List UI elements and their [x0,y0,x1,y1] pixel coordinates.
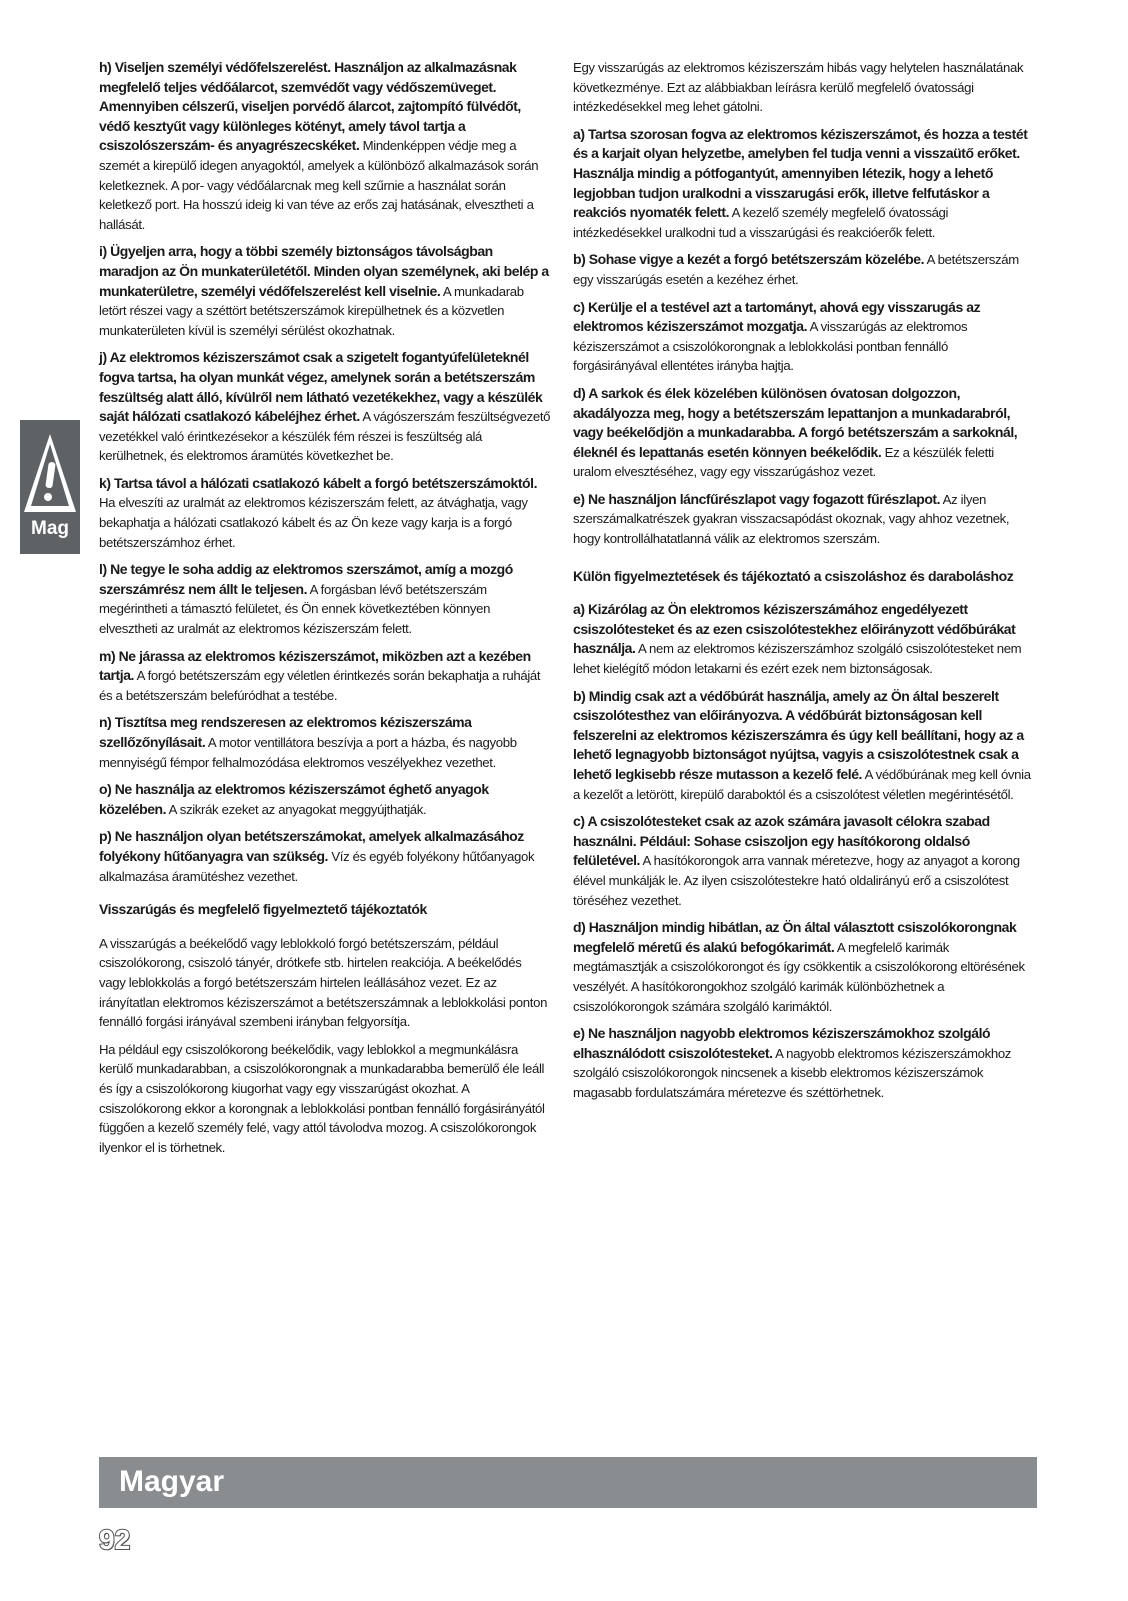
safety-paragraph [573,58,1035,117]
safety-paragraph [573,490,1035,549]
kickback-heading: Visszarúgás és megfelelő figyelmeztető tájékoztatók [99,901,427,918]
paragraph-text: A vágószerszám feszültségvezető vezetékkel való érintkezésekor a készülék fém részei is feszültség alá kerülhetnek, és elektromos áramütés következhet be. [99,409,551,464]
paragraph-bold-lead: i) Ügyeljen arra, hogy a többi személy biztonságos távolságban maradjon az Ön munkaterületétől. Minden olyan személynek, aki belép a munkaterületre, személyi védőfelszerelést kell viselnie. [99,243,549,299]
paragraph-text: Ha például egy csiszolókorong beékelődik, vagy leblokkol a megmunkálásra kerülő munkadarabban, a csiszolókorongnak a munkadarabba bemerülő éle leáll és így a csiszolókorong kiugorhat vagy egy visszarúgást okozhat. A csiszolókorong ekkor a korongnak a leblokkolási pontban fennálló forgásirányától függően a kezelő személy felé, vagy attól távolodva mozog. A csiszolókorongok ilyenkor el is törhetnek. [99,1041,545,1155]
safety-paragraph [99,934,551,1032]
safety-paragraph [573,125,1035,243]
safety-paragraph [99,780,551,819]
paragraph-bold-lead: d) A sarkok és élek közelében különösen óvatosan dolgozzon, akadályozza meg, hogy a betétszerszám lepattanjon a munkadarabról, vagy beékelődjön a munkadarabba. A forgó betétszerszám a sarkoknál, éleknél és lepattanás esetén könnyen beékelődik. [573,384,1018,460]
paragraph-bold-lead: b) Sohase vigye a kezét a forgó betétszerszám közelébe. [573,251,925,268]
paragraph-text: A megfelelő karimák megtámasztják a csiszolókorongot és így csökkentik a csiszolókorong eltörésének veszélyét. A hasítókorongokhoz szolgáló karimák különbözhetnek a csiszolókorongok számára szolgáló karimáktól. [573,939,1025,1014]
paragraph-text: Víz és egyéb folyékony hűtőanyagok alkalmazása áramütéshez vezethet. [99,848,535,884]
paragraph-bold-lead: j) Az elektromos kéziszerszámot csak a szigetelt fogantyúfelületeknél fogva tartsa, ha olyan munkát végez, amelynek során a betétszerszám feszültség alatt álló, kívülről nem látható vezetékekhez, vagy a készülék saját hálózati csatlakozó kábeléjhez érhet. [99,349,543,425]
paragraph-bold-lead: b) Mindig csak azt a védőbúrát használja, amely az Ön által beszerelt csiszolótesthez van előirányozva. A védőbúrát biztonságosan kell felszerelni az elektromos kéziszerszámra és úgy kell beállítani, hogy az a lehető legnagyobb biztonságot nyújtsa, vagyis a csiszolótestnek csak a lehető legkisebb része mutasson a kezelő felé. [573,687,1024,782]
grinding-paragraphs [573,600,1035,1102]
paragraph-text: Az ilyen szerszámalkatrészek gyakran visszacsapódást okoznak, vagy ahhoz vezetnek, hogy kontrollálhatatlanná válik az elektromos szerszám. [573,491,1010,547]
warning-icon [20,428,80,518]
footer-language-label: Magyar [119,1465,225,1498]
right-paragraphs [573,58,1035,549]
paragraph-bold-lead: o) Ne használja az elektromos kéziszerszámot éghető anyagok közelében. [99,781,489,817]
paragraph-text: A munkadarab letört részei vagy a széttört betétszerszámok kirepülhetnek és a közvetlen munkaterületen kívül is személyi sérülést okozhatnak. [99,283,524,338]
safety-paragraph [573,600,1035,678]
paragraph-text: A forgó betétszerszám egy véletlen érintkezés során bekaphatja a ruháját és a betétszerszám belefúródhat a testébe. [99,668,541,703]
paragraph-bold-lead: c) A csiszolótesteket csak az azok számára javasolt célokra szabad használni. Például: Sohase csiszoljon egy hasítókorong oldalsó felületével. [573,813,990,869]
language-side-tab [20,420,80,554]
paragraph-text: A védőbúrának meg kell óvnia a kezelőt a letörött, kirepülő daraboktól és a csiszolótest véletlen megérintésétől. [573,767,1031,802]
paragraph-text: Mindenképpen védje meg a szemét a kirepülő idegen anyagoktól, amelyek a különböző alkalmazások során keletkeznek. A por- vagy védőálarcnak meg kell szűrnie a használat során keletkező port. Ha hosszú ideig ki van téve az erős zaj hatásának, elvesztheti a hallását. [99,138,539,232]
grinding-heading: Külön figyelmeztetések és tájékoztató a csiszoláshoz és daraboláshoz [573,567,1014,584]
safety-paragraph [573,1024,1035,1102]
paragraph-text: A motor ventillátora beszívja a port a házba, és nagyobb mennyiségű fémpor felhalmozódása elektromos veszélyekhez vezethet. [99,735,517,770]
safety-paragraph [573,918,1035,1016]
paragraph-text: A visszarúgás a beékelődő vagy leblokkoló forgó betétszerszám, például csiszolókorong, csiszoló tányér, drótkefe stb. hirtelen reakciója. A beékelődés vagy leblokkolás a forgó betétszerszám hirtelen leállásához vezet. Ez az irányítatlan elektromos kéziszerszámot a betétszerszámnak a leblokkolási ponton fennálló forgási irányával szembeni irányban felgyorsítja. [99,935,548,1030]
paragraph-bold-lead: c) Kerülje el a testével azt a tartományt, ahová egy visszarugás az elektromos kéziszerszámot mozgatja. [573,298,981,335]
paragraph-bold-lead: n) Tisztítsa meg rendszeresen az elektromos kéziszerszáma szellőzőnyílásait. [99,714,472,750]
safety-paragraph [573,384,1035,482]
safety-paragraph [99,242,551,340]
paragraph-bold-lead: k) Tartsa távol a hálózati csatlakozó kábelt a forgó betétszerszámoktól. [99,474,538,491]
left-column [99,58,551,1165]
paragraph-text: Ez a készülék feletti uralom elvesztéséhez, vagy egy visszarúgáshoz vezet. [573,444,994,480]
paragraph-text: A kezelő személy megfelelő óvatossági intézkedésekkel uralkodni tud a visszarúgási és reakcióerők felett. [573,205,949,240]
paragraph-text: A visszarúgás az elektromos kéziszerszámot a csiszolókorongnak a leblokkolási pontban fennálló forgásirányával ellentétes irányba hajtja. [573,319,968,374]
safety-paragraph [99,58,551,234]
left-paragraphs [99,58,551,886]
paragraph-bold-lead: m) Ne járassa az elektromos kéziszerszámot, miközben azt a kezében tartja. [99,647,531,684]
paragraph-text: A betétszerszám egy visszarúgás esetén a kezéhez érhet. [573,252,1019,287]
paragraph-bold-lead: d) Használjon mindig hibátlan, az Ön által választott csiszolókorongnak megfelelő méretű és alakú befogókarimát. [573,919,1017,955]
safety-paragraph [99,647,551,706]
paragraph-bold-lead: h) Viseljen személyi védőfelszerelést. Használjon az alkalmazásnak megfelelő teljes védőálarcot, szemvédőt vagy védőszemüveget. Amennyiben célszerű, viseljen porvédő álarcot, zajtompító fülvédőt, védő kesztyűt vagy különleges kötényt, amely távol tartja a csiszolószerszám- és anyagrészecskéket. [99,59,521,154]
safety-paragraph [573,687,1035,805]
paragraph-text: A nem az elektromos kéziszerszámhoz szolgáló csiszolótesteket nem lehet kielégítő módon letakarni és ezért ezek nem biztonságosak. [573,641,1022,677]
paragraph-text: A hasítókorongok arra vannak méretezve, hogy az anyagot a korong élével munkálják le. Az ilyen csiszolótestekre ható oldalirányú erő a csiszolótest töréséhez vezethet. [573,853,1020,908]
paragraph-bold-lead: e) Ne használjon nagyobb elektromos kéziszerszámokhoz szolgáló elhasználódott csiszolótesteket. [573,1025,991,1061]
safety-paragraph [99,713,551,772]
safety-paragraph [99,1040,551,1158]
safety-paragraph [99,474,551,552]
paragraph-text: A forgásban lévő betétszerszám megérintheti a támasztó felületet, és Ön ennek következtében könnyen elvesztheti az uralmát az elektromos kéziszerszám felett. [99,581,491,637]
paragraph-bold-lead: a) Tartsa szorosan fogva az elektromos kéziszerszámot, és hozza a testét és a karjait olyan helyzetbe, amelyben fel tudja venni a visszaütő erőket. Használja mindig a pótfogantyút, amennyiben létezik, hogy a lehető legjobban tudjon uralkodni a visszarugási erők, illetve felfutáskor a reakciós nyomaték felett. [573,125,1028,221]
paragraph-text: Ha elveszíti az uralmát az elektromos kéziszerszám felett, az átvághatja, vagy bekaphatja a hálózati csatlakozó kábelt és az Ön keze vagy karja is a forgó betétszerszámhoz érhet. [99,495,528,550]
paragraph-bold-lead: p) Ne használjon olyan betétszerszámokat, amelyek alkalmazásához folyékony hűtőanyagra van szükség. [99,828,524,864]
paragraph-text: A szikrák ezeket az anyagokat meggyújthatják. [166,801,427,817]
page-number: 92 [99,1524,131,1555]
side-tab-label: Mag [31,518,69,539]
kickback-paragraphs [99,934,551,1158]
paragraph-text: A nagyobb elektromos kéziszerszámokhoz szolgáló csiszolókorongok nincsenek a kisebb elektromos kéziszerszámok magasabb fordulatszámára méretezve és széttörhetnek. [573,1045,1012,1100]
footer-language-bar [99,1457,1037,1508]
paragraph-text: Egy visszarúgás az elektromos kéziszerszám hibás vagy helytelen használatának következménye. Ezt az alábbiakban leírásra kerülő megfelelő óvatossági intézkedésekkel meg lehet gátolni. [573,60,1024,115]
right-column [573,58,1035,1111]
safety-paragraph [99,348,551,466]
safety-paragraph [573,812,1035,910]
safety-paragraph [573,250,1035,289]
paragraph-bold-lead: l) Ne tegye le soha addig az elektromos szerszámot, amíg a mozgó szerszámrész nem állt le teljesen. [99,561,513,597]
paragraph-bold-lead: a) Kizárólag az Ön elektromos kéziszerszámához engedélyezett csiszolótesteket és az ezen csiszolótestekhez előirányzott védőbúrákat használja. [573,601,1016,657]
safety-paragraph [99,827,551,886]
safety-paragraph [99,560,551,638]
safety-paragraph [573,298,1035,376]
paragraph-bold-lead: e) Ne használjon láncfűrészlapot vagy fogazott fűrészlapot. [573,490,941,507]
